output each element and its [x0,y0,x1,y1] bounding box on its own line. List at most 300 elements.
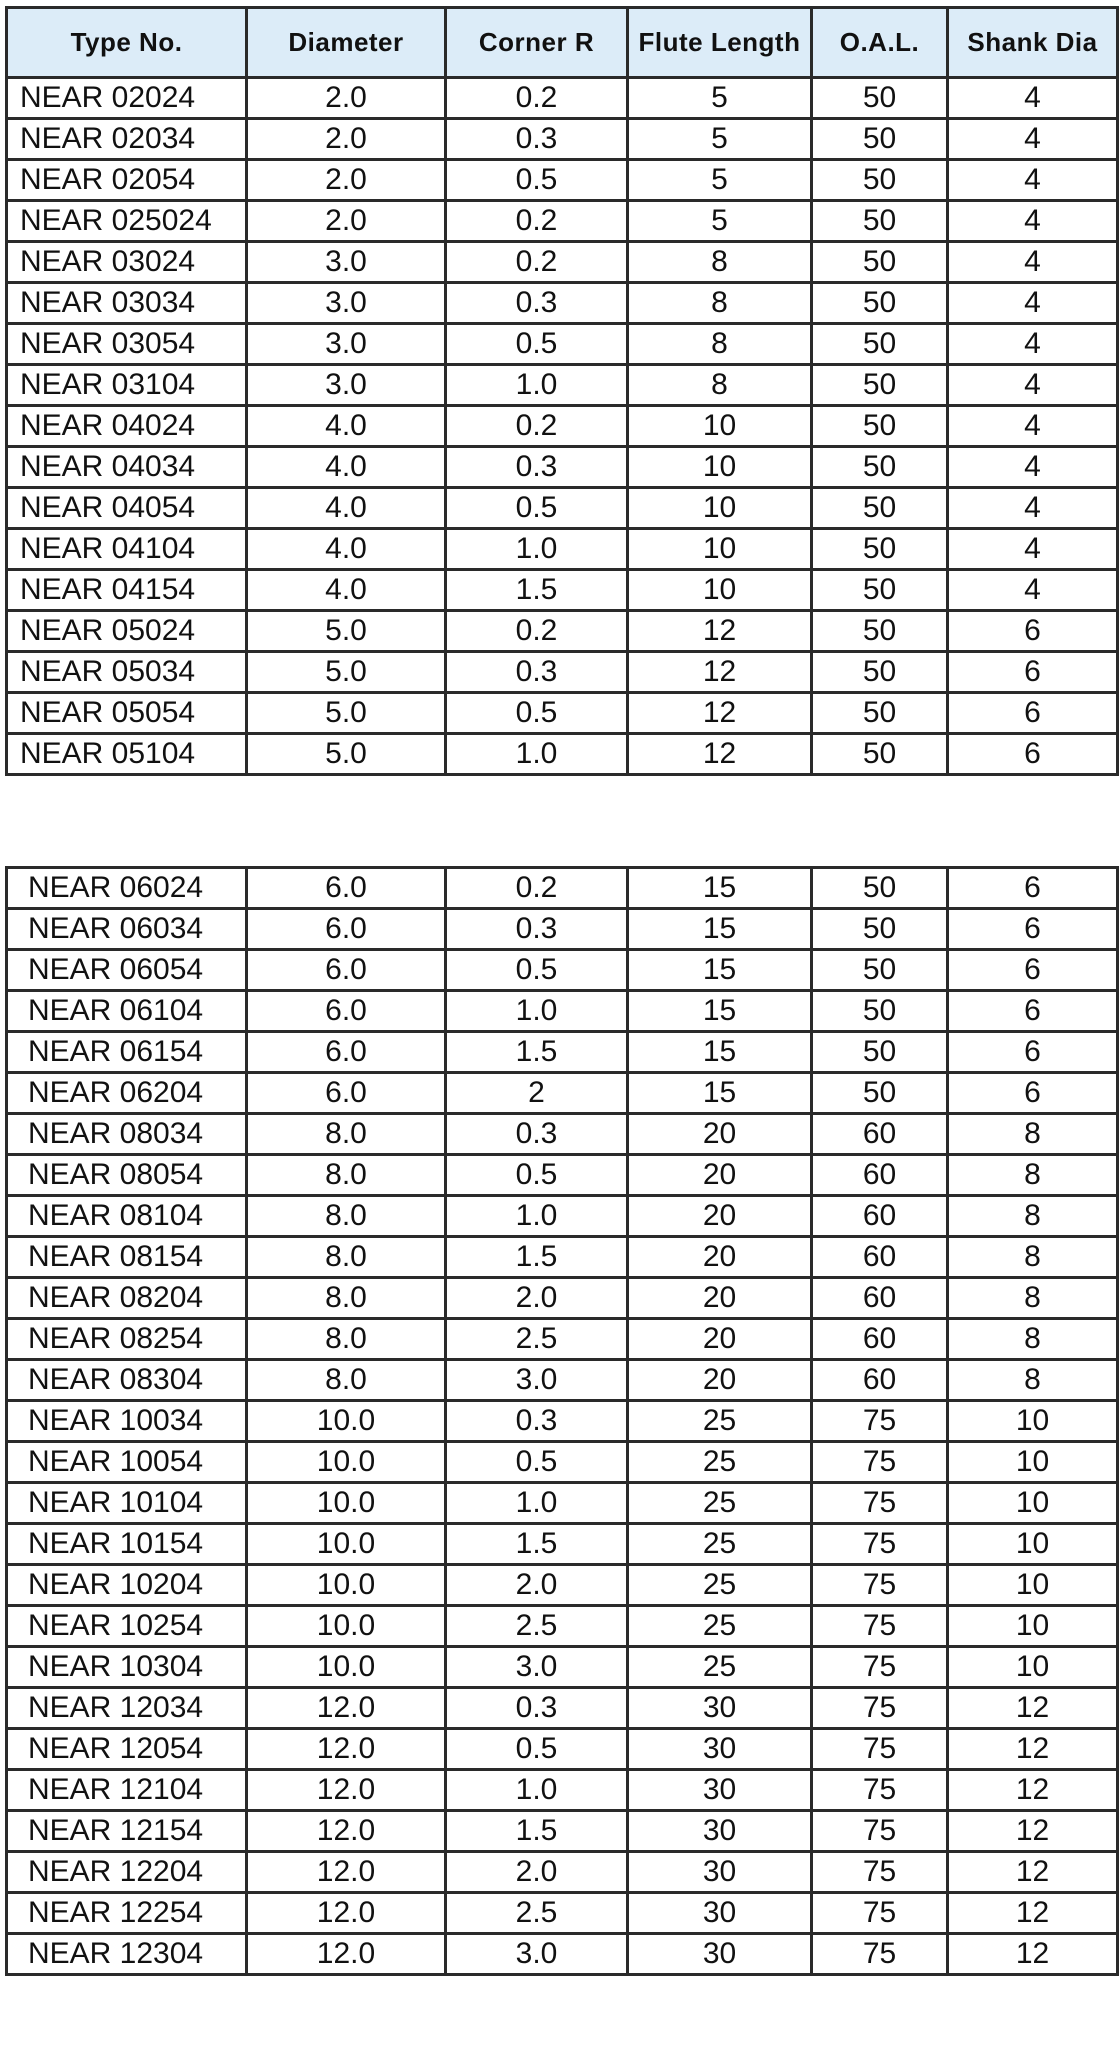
flute-length-cell: 5 [628,78,812,119]
table-row [7,1073,1118,1114]
shank-dia-cell: 4 [948,570,1118,611]
header-shank-dia: Shank Dia [948,8,1118,78]
corner-r-cell: 2.0 [446,1852,628,1893]
corner-r-cell: 1.0 [446,529,628,570]
type-no-cell: NEAR 03034 [7,283,247,324]
flute-length-cell: 10 [628,447,812,488]
diameter-cell: 2.0 [247,78,446,119]
table-row [7,324,1118,365]
table-row [7,1155,1118,1196]
oal-cell: 75 [812,1524,948,1565]
table-1-body [7,78,1118,775]
table-row [7,283,1118,324]
spec-table-2 [5,866,1119,1976]
oal-cell: 50 [812,242,948,283]
oal-cell: 50 [812,201,948,242]
diameter-cell: 3.0 [247,283,446,324]
oal-cell: 50 [812,160,948,201]
type-no-cell: NEAR 06104 [7,991,247,1032]
flute-length-cell: 25 [628,1524,812,1565]
type-no-cell: NEAR 10304 [7,1647,247,1688]
table-row [7,242,1118,283]
shank-dia-cell: 6 [948,734,1118,775]
table-row [7,1319,1118,1360]
diameter-cell: 10.0 [247,1647,446,1688]
table-row [7,652,1118,693]
flute-length-cell: 8 [628,283,812,324]
diameter-cell: 10.0 [247,1565,446,1606]
type-no-cell: NEAR 08204 [7,1278,247,1319]
corner-r-cell: 0.3 [446,909,628,950]
type-no-cell: NEAR 03024 [7,242,247,283]
flute-length-cell: 20 [628,1155,812,1196]
shank-dia-cell: 10 [948,1606,1118,1647]
flute-length-cell: 15 [628,1073,812,1114]
flute-length-cell: 30 [628,1893,812,1934]
diameter-cell: 3.0 [247,242,446,283]
type-no-cell: NEAR 02054 [7,160,247,201]
shank-dia-cell: 8 [948,1278,1118,1319]
shank-dia-cell: 6 [948,652,1118,693]
type-no-cell: NEAR 12154 [7,1811,247,1852]
oal-cell: 75 [812,1647,948,1688]
flute-length-cell: 8 [628,242,812,283]
corner-r-cell: 0.2 [446,78,628,119]
type-no-cell: NEAR 025024 [7,201,247,242]
table-row [7,1360,1118,1401]
table-row [7,365,1118,406]
type-no-cell: NEAR 05104 [7,734,247,775]
type-no-cell: NEAR 10154 [7,1524,247,1565]
flute-length-cell: 12 [628,734,812,775]
diameter-cell: 5.0 [247,734,446,775]
table-row [7,868,1118,909]
corner-r-cell: 0.5 [446,1442,628,1483]
type-no-cell: NEAR 04104 [7,529,247,570]
table-row [7,909,1118,950]
flute-length-cell: 12 [628,611,812,652]
flute-length-cell: 25 [628,1483,812,1524]
shank-dia-cell: 12 [948,1729,1118,1770]
table-row [7,570,1118,611]
type-no-cell: NEAR 08034 [7,1114,247,1155]
corner-r-cell: 0.2 [446,868,628,909]
corner-r-cell: 0.5 [446,488,628,529]
diameter-cell: 12.0 [247,1770,446,1811]
table-row [7,1770,1118,1811]
flute-length-cell: 10 [628,570,812,611]
diameter-cell: 8.0 [247,1278,446,1319]
diameter-cell: 10.0 [247,1483,446,1524]
diameter-cell: 4.0 [247,488,446,529]
type-no-cell: NEAR 04024 [7,406,247,447]
flute-length-cell: 30 [628,1811,812,1852]
diameter-cell: 6.0 [247,868,446,909]
table-row [7,1483,1118,1524]
table-row [7,950,1118,991]
diameter-cell: 10.0 [247,1524,446,1565]
flute-length-cell: 20 [628,1319,812,1360]
flute-length-cell: 25 [628,1442,812,1483]
oal-cell: 75 [812,1729,948,1770]
diameter-cell: 4.0 [247,529,446,570]
shank-dia-cell: 8 [948,1360,1118,1401]
flute-length-cell: 20 [628,1196,812,1237]
diameter-cell: 10.0 [247,1606,446,1647]
diameter-cell: 8.0 [247,1196,446,1237]
table-row [7,1647,1118,1688]
type-no-cell: NEAR 10034 [7,1401,247,1442]
diameter-cell: 3.0 [247,365,446,406]
shank-dia-cell: 12 [948,1770,1118,1811]
corner-r-cell: 0.3 [446,447,628,488]
oal-cell: 50 [812,119,948,160]
flute-length-cell: 15 [628,1032,812,1073]
shank-dia-cell: 10 [948,1401,1118,1442]
diameter-cell: 8.0 [247,1360,446,1401]
shank-dia-cell: 4 [948,324,1118,365]
table-row [7,1688,1118,1729]
oal-cell: 75 [812,1565,948,1606]
type-no-cell: NEAR 06034 [7,909,247,950]
diameter-cell: 2.0 [247,201,446,242]
diameter-cell: 5.0 [247,652,446,693]
table-row [7,447,1118,488]
flute-length-cell: 12 [628,652,812,693]
corner-r-cell: 1.0 [446,1770,628,1811]
corner-r-cell: 2.0 [446,1278,628,1319]
flute-length-cell: 20 [628,1278,812,1319]
flute-length-cell: 5 [628,119,812,160]
corner-r-cell: 1.0 [446,1483,628,1524]
oal-cell: 50 [812,991,948,1032]
shank-dia-cell: 10 [948,1565,1118,1606]
flute-length-cell: 25 [628,1606,812,1647]
shank-dia-cell: 4 [948,78,1118,119]
shank-dia-cell: 12 [948,1852,1118,1893]
table-row [7,693,1118,734]
corner-r-cell: 1.5 [446,1524,628,1565]
type-no-cell: NEAR 05054 [7,693,247,734]
oal-cell: 75 [812,1852,948,1893]
header-oal: O.A.L. [812,8,948,78]
corner-r-cell: 0.3 [446,283,628,324]
table-2-body [7,868,1118,1975]
corner-r-cell: 1.5 [446,1811,628,1852]
header-corner-r: Corner R [446,8,628,78]
flute-length-cell: 30 [628,1688,812,1729]
table-row [7,1278,1118,1319]
diameter-cell: 12.0 [247,1934,446,1975]
corner-r-cell: 0.3 [446,1688,628,1729]
table-row [7,1811,1118,1852]
shank-dia-cell: 6 [948,611,1118,652]
shank-dia-cell: 6 [948,950,1118,991]
table-row [7,119,1118,160]
type-no-cell: NEAR 05034 [7,652,247,693]
diameter-cell: 5.0 [247,693,446,734]
type-no-cell: NEAR 04034 [7,447,247,488]
diameter-cell: 8.0 [247,1114,446,1155]
header-flute-length: Flute Length [628,8,812,78]
oal-cell: 50 [812,447,948,488]
corner-r-cell: 0.3 [446,652,628,693]
shank-dia-cell: 12 [948,1934,1118,1975]
diameter-cell: 4.0 [247,570,446,611]
flute-length-cell: 15 [628,868,812,909]
flute-length-cell: 25 [628,1647,812,1688]
shank-dia-cell: 4 [948,160,1118,201]
shank-dia-cell: 4 [948,242,1118,283]
oal-cell: 60 [812,1237,948,1278]
shank-dia-cell: 8 [948,1155,1118,1196]
flute-length-cell: 30 [628,1729,812,1770]
flute-length-cell: 25 [628,1565,812,1606]
oal-cell: 50 [812,734,948,775]
diameter-cell: 6.0 [247,991,446,1032]
corner-r-cell: 0.2 [446,406,628,447]
type-no-cell: NEAR 02034 [7,119,247,160]
type-no-cell: NEAR 10254 [7,1606,247,1647]
shank-dia-cell: 4 [948,529,1118,570]
diameter-cell: 10.0 [247,1442,446,1483]
table-row [7,488,1118,529]
diameter-cell: 6.0 [247,1073,446,1114]
shank-dia-cell: 8 [948,1196,1118,1237]
table-row [7,1524,1118,1565]
flute-length-cell: 8 [628,365,812,406]
oal-cell: 50 [812,909,948,950]
shank-dia-cell: 4 [948,119,1118,160]
corner-r-cell: 1.5 [446,1237,628,1278]
diameter-cell: 4.0 [247,447,446,488]
diameter-cell: 10.0 [247,1401,446,1442]
oal-cell: 50 [812,529,948,570]
diameter-cell: 12.0 [247,1688,446,1729]
type-no-cell: NEAR 02024 [7,78,247,119]
corner-r-cell: 2.5 [446,1606,628,1647]
oal-cell: 50 [812,1032,948,1073]
shank-dia-cell: 8 [948,1319,1118,1360]
diameter-cell: 6.0 [247,950,446,991]
shank-dia-cell: 8 [948,1237,1118,1278]
oal-cell: 75 [812,1688,948,1729]
corner-r-cell: 0.5 [446,693,628,734]
table-row [7,1852,1118,1893]
flute-length-cell: 15 [628,950,812,991]
type-no-cell: NEAR 08054 [7,1155,247,1196]
flute-length-cell: 30 [628,1934,812,1975]
shank-dia-cell: 10 [948,1647,1118,1688]
diameter-cell: 8.0 [247,1319,446,1360]
diameter-cell: 12.0 [247,1729,446,1770]
shank-dia-cell: 12 [948,1688,1118,1729]
diameter-cell: 8.0 [247,1237,446,1278]
diameter-cell: 8.0 [247,1155,446,1196]
corner-r-cell: 0.5 [446,950,628,991]
oal-cell: 50 [812,283,948,324]
corner-r-cell: 2 [446,1073,628,1114]
flute-length-cell: 30 [628,1770,812,1811]
corner-r-cell: 3.0 [446,1360,628,1401]
oal-cell: 60 [812,1278,948,1319]
shank-dia-cell: 6 [948,868,1118,909]
table-row [7,1565,1118,1606]
corner-r-cell: 1.0 [446,734,628,775]
type-no-cell: NEAR 10054 [7,1442,247,1483]
type-no-cell: NEAR 03104 [7,365,247,406]
oal-cell: 50 [812,611,948,652]
table-row [7,1032,1118,1073]
type-no-cell: NEAR 03054 [7,324,247,365]
shank-dia-cell: 10 [948,1442,1118,1483]
flute-length-cell: 5 [628,160,812,201]
corner-r-cell: 3.0 [446,1647,628,1688]
flute-length-cell: 5 [628,201,812,242]
table-row [7,1934,1118,1975]
flute-length-cell: 20 [628,1237,812,1278]
table-row [7,1893,1118,1934]
table-row [7,201,1118,242]
oal-cell: 75 [812,1401,948,1442]
corner-r-cell: 0.5 [446,1155,628,1196]
flute-length-cell: 10 [628,488,812,529]
shank-dia-cell: 6 [948,1032,1118,1073]
oal-cell: 60 [812,1155,948,1196]
oal-cell: 75 [812,1811,948,1852]
shank-dia-cell: 10 [948,1483,1118,1524]
corner-r-cell: 0.5 [446,1729,628,1770]
diameter-cell: 6.0 [247,909,446,950]
corner-r-cell: 0.2 [446,611,628,652]
flute-length-cell: 10 [628,529,812,570]
corner-r-cell: 0.5 [446,160,628,201]
type-no-cell: NEAR 06204 [7,1073,247,1114]
type-no-cell: NEAR 12054 [7,1729,247,1770]
shank-dia-cell: 4 [948,365,1118,406]
oal-cell: 50 [812,78,948,119]
type-no-cell: NEAR 12034 [7,1688,247,1729]
corner-r-cell: 0.2 [446,201,628,242]
shank-dia-cell: 4 [948,447,1118,488]
type-no-cell: NEAR 12104 [7,1770,247,1811]
type-no-cell: NEAR 04154 [7,570,247,611]
shank-dia-cell: 4 [948,283,1118,324]
shank-dia-cell: 6 [948,693,1118,734]
diameter-cell: 12.0 [247,1852,446,1893]
type-no-cell: NEAR 08254 [7,1319,247,1360]
corner-r-cell: 2.0 [446,1565,628,1606]
table-row [7,611,1118,652]
type-no-cell: NEAR 06154 [7,1032,247,1073]
table-row [7,1729,1118,1770]
diameter-cell: 3.0 [247,324,446,365]
diameter-cell: 2.0 [247,160,446,201]
corner-r-cell: 0.3 [446,1114,628,1155]
table-row [7,1237,1118,1278]
oal-cell: 50 [812,488,948,529]
corner-r-cell: 0.3 [446,1401,628,1442]
corner-r-cell: 2.5 [446,1319,628,1360]
type-no-cell: NEAR 12204 [7,1852,247,1893]
corner-r-cell: 0.2 [446,242,628,283]
table-row [7,406,1118,447]
oal-cell: 60 [812,1360,948,1401]
flute-length-cell: 8 [628,324,812,365]
diameter-cell: 5.0 [247,611,446,652]
type-no-cell: NEAR 08304 [7,1360,247,1401]
type-no-cell: NEAR 08154 [7,1237,247,1278]
oal-cell: 75 [812,1442,948,1483]
oal-cell: 50 [812,365,948,406]
table-row [7,991,1118,1032]
oal-cell: 75 [812,1934,948,1975]
shank-dia-cell: 6 [948,991,1118,1032]
flute-length-cell: 15 [628,909,812,950]
oal-cell: 50 [812,570,948,611]
header-diameter: Diameter [247,8,446,78]
oal-cell: 50 [812,950,948,991]
corner-r-cell: 1.5 [446,570,628,611]
oal-cell: 60 [812,1319,948,1360]
flute-length-cell: 15 [628,991,812,1032]
table-row [7,78,1118,119]
flute-length-cell: 30 [628,1852,812,1893]
flute-length-cell: 20 [628,1114,812,1155]
flute-length-cell: 20 [628,1360,812,1401]
shank-dia-cell: 4 [948,406,1118,447]
corner-r-cell: 3.0 [446,1934,628,1975]
table-row [7,1606,1118,1647]
corner-r-cell: 1.0 [446,991,628,1032]
oal-cell: 50 [812,693,948,734]
diameter-cell: 6.0 [247,1032,446,1073]
header-row [7,8,1118,78]
table-row [7,160,1118,201]
oal-cell: 50 [812,406,948,447]
flute-length-cell: 12 [628,693,812,734]
header-type-no: Type No. [7,8,247,78]
flute-length-cell: 25 [628,1401,812,1442]
oal-cell: 50 [812,324,948,365]
shank-dia-cell: 6 [948,909,1118,950]
corner-r-cell: 0.3 [446,119,628,160]
shank-dia-cell: 6 [948,1073,1118,1114]
type-no-cell: NEAR 12304 [7,1934,247,1975]
corner-r-cell: 2.5 [446,1893,628,1934]
type-no-cell: NEAR 08104 [7,1196,247,1237]
type-no-cell: NEAR 10104 [7,1483,247,1524]
table-row [7,1196,1118,1237]
shank-dia-cell: 10 [948,1524,1118,1565]
corner-r-cell: 1.0 [446,365,628,406]
table-row [7,1401,1118,1442]
diameter-cell: 12.0 [247,1893,446,1934]
corner-r-cell: 1.0 [446,1196,628,1237]
type-no-cell: NEAR 12254 [7,1893,247,1934]
shank-dia-cell: 4 [948,201,1118,242]
oal-cell: 50 [812,1073,948,1114]
diameter-cell: 2.0 [247,119,446,160]
diameter-cell: 4.0 [247,406,446,447]
corner-r-cell: 1.5 [446,1032,628,1073]
table-row [7,529,1118,570]
type-no-cell: NEAR 05024 [7,611,247,652]
oal-cell: 50 [812,652,948,693]
oal-cell: 50 [812,868,948,909]
type-no-cell: NEAR 06024 [7,868,247,909]
shank-dia-cell: 12 [948,1811,1118,1852]
